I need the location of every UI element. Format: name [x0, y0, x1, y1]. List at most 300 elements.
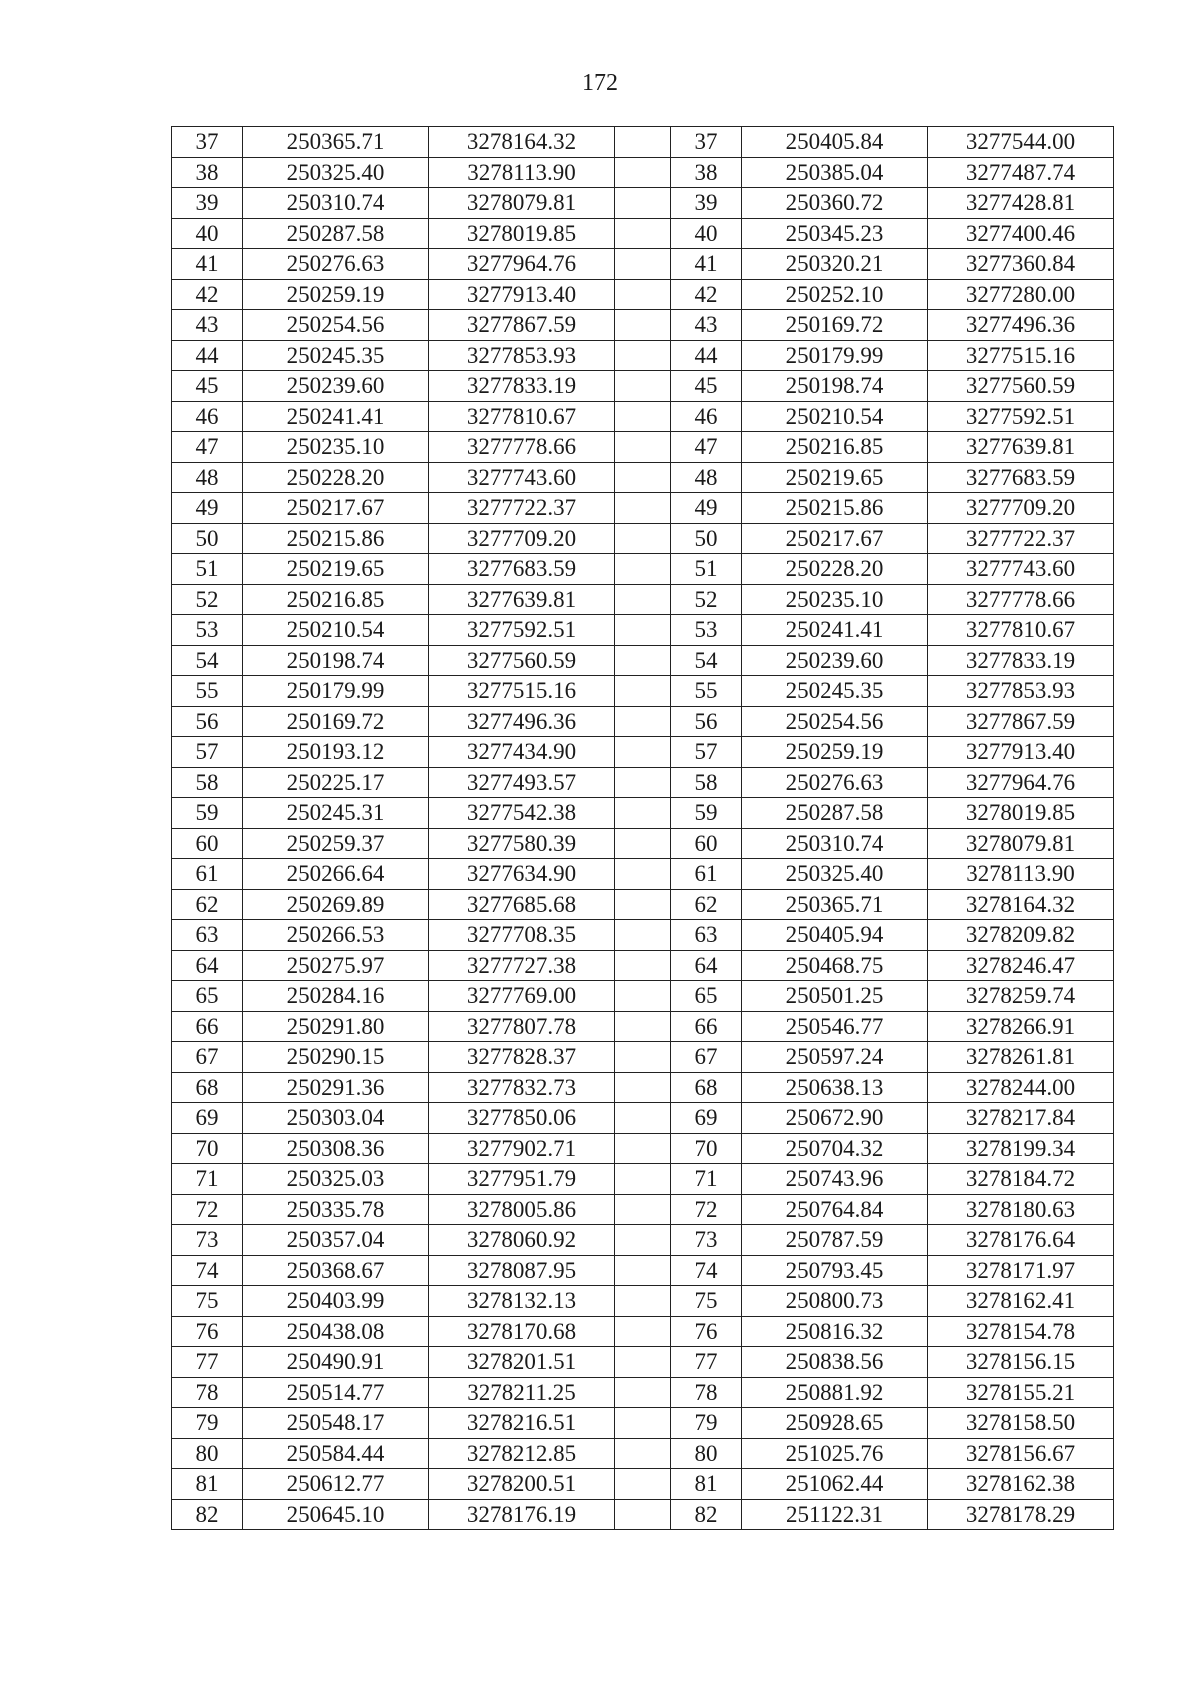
left-y-coordinate: 3277683.59	[429, 554, 615, 585]
left-y-coordinate: 3278164.32	[429, 127, 615, 158]
right-y-coordinate: 3277722.37	[928, 523, 1114, 554]
right-point-number: 75	[671, 1286, 742, 1317]
right-point-number: 48	[671, 462, 742, 493]
column-gap	[615, 706, 671, 737]
left-x-coordinate: 250612.77	[243, 1469, 429, 1500]
right-x-coordinate: 251122.31	[742, 1499, 928, 1530]
right-y-coordinate: 3278019.85	[928, 798, 1114, 829]
right-y-coordinate: 3277709.20	[928, 493, 1114, 524]
left-y-coordinate: 3277722.37	[429, 493, 615, 524]
column-gap	[615, 920, 671, 951]
column-gap	[615, 310, 671, 341]
column-gap	[615, 1072, 671, 1103]
right-x-coordinate: 250638.13	[742, 1072, 928, 1103]
left-x-coordinate: 250254.56	[243, 310, 429, 341]
column-gap	[615, 1042, 671, 1073]
right-x-coordinate: 250198.74	[742, 371, 928, 402]
right-x-coordinate: 250787.59	[742, 1225, 928, 1256]
right-y-coordinate: 3278261.81	[928, 1042, 1114, 1073]
left-x-coordinate: 250291.80	[243, 1011, 429, 1042]
left-y-coordinate: 3277964.76	[429, 249, 615, 280]
left-y-coordinate: 3277810.67	[429, 401, 615, 432]
table-row	[172, 1194, 1114, 1225]
left-x-coordinate: 250368.67	[243, 1255, 429, 1286]
left-x-coordinate: 250216.85	[243, 584, 429, 615]
left-y-coordinate: 3278201.51	[429, 1347, 615, 1378]
left-point-number: 67	[172, 1042, 243, 1073]
left-x-coordinate: 250308.36	[243, 1133, 429, 1164]
left-y-coordinate: 3277853.93	[429, 340, 615, 371]
right-x-coordinate: 250704.32	[742, 1133, 928, 1164]
right-x-coordinate: 250252.10	[742, 279, 928, 310]
right-x-coordinate: 250219.65	[742, 462, 928, 493]
left-y-coordinate: 3277769.00	[429, 981, 615, 1012]
table-row	[172, 737, 1114, 768]
right-x-coordinate: 250360.72	[742, 188, 928, 219]
table-row	[172, 218, 1114, 249]
left-x-coordinate: 250269.89	[243, 889, 429, 920]
table-row	[172, 249, 1114, 280]
left-y-coordinate: 3278132.13	[429, 1286, 615, 1317]
left-x-coordinate: 250514.77	[243, 1377, 429, 1408]
right-point-number: 72	[671, 1194, 742, 1225]
right-y-coordinate: 3277867.59	[928, 706, 1114, 737]
right-x-coordinate: 250468.75	[742, 950, 928, 981]
right-x-coordinate: 250210.54	[742, 401, 928, 432]
column-gap	[615, 828, 671, 859]
left-y-coordinate: 3277685.68	[429, 889, 615, 920]
left-y-coordinate: 3277743.60	[429, 462, 615, 493]
right-point-number: 53	[671, 615, 742, 646]
left-y-coordinate: 3277515.16	[429, 676, 615, 707]
left-point-number: 70	[172, 1133, 243, 1164]
left-point-number: 41	[172, 249, 243, 280]
right-y-coordinate: 3277544.00	[928, 127, 1114, 158]
table-row	[172, 1042, 1114, 1073]
right-x-coordinate: 250239.60	[742, 645, 928, 676]
left-x-coordinate: 250275.97	[243, 950, 429, 981]
table-row	[172, 1438, 1114, 1469]
left-x-coordinate: 250217.67	[243, 493, 429, 524]
left-x-coordinate: 250198.74	[243, 645, 429, 676]
left-x-coordinate: 250403.99	[243, 1286, 429, 1317]
left-point-number: 71	[172, 1164, 243, 1195]
table-row	[172, 127, 1114, 158]
right-y-coordinate: 3278164.32	[928, 889, 1114, 920]
left-y-coordinate: 3278212.85	[429, 1438, 615, 1469]
left-point-number: 46	[172, 401, 243, 432]
right-y-coordinate: 3277360.84	[928, 249, 1114, 280]
right-point-number: 57	[671, 737, 742, 768]
right-x-coordinate: 250179.99	[742, 340, 928, 371]
right-x-coordinate: 250228.20	[742, 554, 928, 585]
left-point-number: 54	[172, 645, 243, 676]
coordinate-table	[171, 126, 1114, 1530]
right-x-coordinate: 250259.19	[742, 737, 928, 768]
table-row	[172, 1347, 1114, 1378]
right-point-number: 74	[671, 1255, 742, 1286]
left-y-coordinate: 3278176.19	[429, 1499, 615, 1530]
left-x-coordinate: 250325.40	[243, 157, 429, 188]
right-point-number: 38	[671, 157, 742, 188]
left-y-coordinate: 3277902.71	[429, 1133, 615, 1164]
column-gap	[615, 127, 671, 158]
left-x-coordinate: 250245.31	[243, 798, 429, 829]
left-y-coordinate: 3277708.35	[429, 920, 615, 951]
left-point-number: 51	[172, 554, 243, 585]
table-row	[172, 493, 1114, 524]
table-row	[172, 340, 1114, 371]
column-gap	[615, 1469, 671, 1500]
right-point-number: 37	[671, 127, 742, 158]
right-y-coordinate: 3278244.00	[928, 1072, 1114, 1103]
right-x-coordinate: 250216.85	[742, 432, 928, 463]
left-x-coordinate: 250325.03	[243, 1164, 429, 1195]
right-point-number: 63	[671, 920, 742, 951]
right-point-number: 80	[671, 1438, 742, 1469]
column-gap	[615, 1011, 671, 1042]
left-x-coordinate: 250276.63	[243, 249, 429, 280]
left-x-coordinate: 250284.16	[243, 981, 429, 1012]
right-point-number: 79	[671, 1408, 742, 1439]
column-gap	[615, 981, 671, 1012]
left-y-coordinate: 3277639.81	[429, 584, 615, 615]
left-y-coordinate: 3277560.59	[429, 645, 615, 676]
column-gap	[615, 1133, 671, 1164]
right-point-number: 42	[671, 279, 742, 310]
left-point-number: 40	[172, 218, 243, 249]
left-y-coordinate: 3278211.25	[429, 1377, 615, 1408]
left-y-coordinate: 3277778.66	[429, 432, 615, 463]
right-x-coordinate: 250881.92	[742, 1377, 928, 1408]
right-point-number: 66	[671, 1011, 742, 1042]
left-y-coordinate: 3278216.51	[429, 1408, 615, 1439]
right-y-coordinate: 3277280.00	[928, 279, 1114, 310]
right-x-coordinate: 250672.90	[742, 1103, 928, 1134]
left-x-coordinate: 250210.54	[243, 615, 429, 646]
table-row	[172, 1133, 1114, 1164]
right-point-number: 70	[671, 1133, 742, 1164]
right-x-coordinate: 250365.71	[742, 889, 928, 920]
left-y-coordinate: 3278019.85	[429, 218, 615, 249]
right-y-coordinate: 3277400.46	[928, 218, 1114, 249]
table-row	[172, 676, 1114, 707]
left-point-number: 49	[172, 493, 243, 524]
right-point-number: 46	[671, 401, 742, 432]
column-gap	[615, 798, 671, 829]
right-point-number: 65	[671, 981, 742, 1012]
right-point-number: 67	[671, 1042, 742, 1073]
left-point-number: 82	[172, 1499, 243, 1530]
left-point-number: 80	[172, 1438, 243, 1469]
table-row	[172, 157, 1114, 188]
table-row	[172, 462, 1114, 493]
column-gap	[615, 615, 671, 646]
right-point-number: 54	[671, 645, 742, 676]
right-point-number: 50	[671, 523, 742, 554]
right-point-number: 71	[671, 1164, 742, 1195]
right-y-coordinate: 3277592.51	[928, 401, 1114, 432]
table-row	[172, 889, 1114, 920]
left-point-number: 62	[172, 889, 243, 920]
column-gap	[615, 340, 671, 371]
left-point-number: 55	[172, 676, 243, 707]
left-x-coordinate: 250245.35	[243, 340, 429, 371]
right-y-coordinate: 3277913.40	[928, 737, 1114, 768]
table-row	[172, 401, 1114, 432]
left-point-number: 37	[172, 127, 243, 158]
left-y-coordinate: 3277580.39	[429, 828, 615, 859]
right-point-number: 55	[671, 676, 742, 707]
column-gap	[615, 1408, 671, 1439]
table-row	[172, 432, 1114, 463]
column-gap	[615, 493, 671, 524]
left-point-number: 61	[172, 859, 243, 890]
coordinate-table-body	[172, 127, 1114, 1530]
right-y-coordinate: 3278180.63	[928, 1194, 1114, 1225]
right-point-number: 49	[671, 493, 742, 524]
right-y-coordinate: 3277778.66	[928, 584, 1114, 615]
right-x-coordinate: 250385.04	[742, 157, 928, 188]
column-gap	[615, 157, 671, 188]
right-point-number: 40	[671, 218, 742, 249]
left-point-number: 47	[172, 432, 243, 463]
left-x-coordinate: 250291.36	[243, 1072, 429, 1103]
table-row	[172, 310, 1114, 341]
right-x-coordinate: 250405.84	[742, 127, 928, 158]
left-point-number: 72	[172, 1194, 243, 1225]
table-row	[172, 1499, 1114, 1530]
left-x-coordinate: 250215.86	[243, 523, 429, 554]
right-y-coordinate: 3278184.72	[928, 1164, 1114, 1195]
column-gap	[615, 676, 671, 707]
right-y-coordinate: 3278199.34	[928, 1133, 1114, 1164]
column-gap	[615, 218, 671, 249]
left-x-coordinate: 250357.04	[243, 1225, 429, 1256]
left-x-coordinate: 250239.60	[243, 371, 429, 402]
table-row	[172, 981, 1114, 1012]
table-row	[172, 1286, 1114, 1317]
right-y-coordinate: 3278162.41	[928, 1286, 1114, 1317]
right-y-coordinate: 3278259.74	[928, 981, 1114, 1012]
column-gap	[615, 584, 671, 615]
right-y-coordinate: 3278158.50	[928, 1408, 1114, 1439]
right-x-coordinate: 250800.73	[742, 1286, 928, 1317]
right-y-coordinate: 3277560.59	[928, 371, 1114, 402]
left-point-number: 68	[172, 1072, 243, 1103]
table-row	[172, 859, 1114, 890]
left-point-number: 63	[172, 920, 243, 951]
left-y-coordinate: 3278200.51	[429, 1469, 615, 1500]
table-row	[172, 188, 1114, 219]
left-point-number: 59	[172, 798, 243, 829]
column-gap	[615, 432, 671, 463]
left-y-coordinate: 3277493.57	[429, 767, 615, 798]
right-x-coordinate: 250235.10	[742, 584, 928, 615]
left-y-coordinate: 3277828.37	[429, 1042, 615, 1073]
table-row	[172, 950, 1114, 981]
left-y-coordinate: 3278005.86	[429, 1194, 615, 1225]
page-number: 172	[582, 70, 618, 96]
left-y-coordinate: 3277727.38	[429, 950, 615, 981]
table-row	[172, 523, 1114, 554]
right-y-coordinate: 3277853.93	[928, 676, 1114, 707]
right-x-coordinate: 250546.77	[742, 1011, 928, 1042]
left-y-coordinate: 3277913.40	[429, 279, 615, 310]
table-row	[172, 767, 1114, 798]
right-y-coordinate: 3278217.84	[928, 1103, 1114, 1134]
column-gap	[615, 401, 671, 432]
right-y-coordinate: 3277743.60	[928, 554, 1114, 585]
column-gap	[615, 188, 671, 219]
column-gap	[615, 249, 671, 280]
right-y-coordinate: 3277496.36	[928, 310, 1114, 341]
column-gap	[615, 1316, 671, 1347]
left-x-coordinate: 250310.74	[243, 188, 429, 219]
right-y-coordinate: 3278156.15	[928, 1347, 1114, 1378]
column-gap	[615, 767, 671, 798]
right-y-coordinate: 3277964.76	[928, 767, 1114, 798]
left-x-coordinate: 250241.41	[243, 401, 429, 432]
right-point-number: 41	[671, 249, 742, 280]
left-point-number: 79	[172, 1408, 243, 1439]
column-gap	[615, 1499, 671, 1530]
left-x-coordinate: 250287.58	[243, 218, 429, 249]
table-row	[172, 279, 1114, 310]
table-row	[172, 706, 1114, 737]
right-y-coordinate: 3277487.74	[928, 157, 1114, 188]
left-x-coordinate: 250179.99	[243, 676, 429, 707]
left-point-number: 76	[172, 1316, 243, 1347]
right-x-coordinate: 250245.35	[742, 676, 928, 707]
column-gap	[615, 371, 671, 402]
right-y-coordinate: 3278178.29	[928, 1499, 1114, 1530]
left-y-coordinate: 3277496.36	[429, 706, 615, 737]
right-point-number: 45	[671, 371, 742, 402]
column-gap	[615, 1255, 671, 1286]
table-row	[172, 920, 1114, 951]
column-gap	[615, 1347, 671, 1378]
table-row	[172, 1255, 1114, 1286]
left-x-coordinate: 250290.15	[243, 1042, 429, 1073]
right-point-number: 39	[671, 188, 742, 219]
left-point-number: 57	[172, 737, 243, 768]
right-y-coordinate: 3277683.59	[928, 462, 1114, 493]
left-x-coordinate: 250548.17	[243, 1408, 429, 1439]
right-point-number: 81	[671, 1469, 742, 1500]
column-gap	[615, 1164, 671, 1195]
left-point-number: 52	[172, 584, 243, 615]
right-point-number: 44	[671, 340, 742, 371]
table-row	[172, 615, 1114, 646]
column-gap	[615, 462, 671, 493]
right-y-coordinate: 3277515.16	[928, 340, 1114, 371]
left-y-coordinate: 3277951.79	[429, 1164, 615, 1195]
left-point-number: 48	[172, 462, 243, 493]
right-x-coordinate: 250345.23	[742, 218, 928, 249]
left-y-coordinate: 3277634.90	[429, 859, 615, 890]
right-point-number: 68	[671, 1072, 742, 1103]
right-y-coordinate: 3278162.38	[928, 1469, 1114, 1500]
column-gap	[615, 645, 671, 676]
right-x-coordinate: 250743.96	[742, 1164, 928, 1195]
column-gap	[615, 1225, 671, 1256]
left-x-coordinate: 250335.78	[243, 1194, 429, 1225]
table-row	[172, 584, 1114, 615]
right-y-coordinate: 3278154.78	[928, 1316, 1114, 1347]
right-point-number: 61	[671, 859, 742, 890]
column-gap	[615, 554, 671, 585]
left-y-coordinate: 3278113.90	[429, 157, 615, 188]
left-y-coordinate: 3277832.73	[429, 1072, 615, 1103]
right-x-coordinate: 250405.94	[742, 920, 928, 951]
column-gap	[615, 279, 671, 310]
column-gap	[615, 1438, 671, 1469]
right-point-number: 60	[671, 828, 742, 859]
right-x-coordinate: 251025.76	[742, 1438, 928, 1469]
left-x-coordinate: 250490.91	[243, 1347, 429, 1378]
right-x-coordinate: 250287.58	[742, 798, 928, 829]
left-y-coordinate: 3277592.51	[429, 615, 615, 646]
left-x-coordinate: 250259.19	[243, 279, 429, 310]
right-point-number: 78	[671, 1377, 742, 1408]
right-point-number: 69	[671, 1103, 742, 1134]
right-x-coordinate: 250254.56	[742, 706, 928, 737]
left-x-coordinate: 250259.37	[243, 828, 429, 859]
right-x-coordinate: 250215.86	[742, 493, 928, 524]
right-y-coordinate: 3278209.82	[928, 920, 1114, 951]
right-x-coordinate: 250310.74	[742, 828, 928, 859]
left-x-coordinate: 250584.44	[243, 1438, 429, 1469]
right-y-coordinate: 3277428.81	[928, 188, 1114, 219]
column-gap	[615, 950, 671, 981]
left-x-coordinate: 250303.04	[243, 1103, 429, 1134]
right-y-coordinate: 3278155.21	[928, 1377, 1114, 1408]
left-point-number: 39	[172, 188, 243, 219]
left-y-coordinate: 3277833.19	[429, 371, 615, 402]
left-point-number: 42	[172, 279, 243, 310]
right-x-coordinate: 250169.72	[742, 310, 928, 341]
right-point-number: 47	[671, 432, 742, 463]
right-y-coordinate: 3278156.67	[928, 1438, 1114, 1469]
column-gap	[615, 737, 671, 768]
left-y-coordinate: 3277807.78	[429, 1011, 615, 1042]
table-row	[172, 554, 1114, 585]
table-row	[172, 371, 1114, 402]
column-gap	[615, 889, 671, 920]
left-point-number: 78	[172, 1377, 243, 1408]
left-point-number: 69	[172, 1103, 243, 1134]
column-gap	[615, 523, 671, 554]
table-row	[172, 1011, 1114, 1042]
left-y-coordinate: 3277867.59	[429, 310, 615, 341]
left-y-coordinate: 3277850.06	[429, 1103, 615, 1134]
left-x-coordinate: 250219.65	[243, 554, 429, 585]
column-gap	[615, 859, 671, 890]
left-point-number: 64	[172, 950, 243, 981]
table-row	[172, 798, 1114, 829]
right-y-coordinate: 3278176.64	[928, 1225, 1114, 1256]
table-row	[172, 1377, 1114, 1408]
left-x-coordinate: 250438.08	[243, 1316, 429, 1347]
right-point-number: 56	[671, 706, 742, 737]
left-point-number: 45	[172, 371, 243, 402]
right-point-number: 62	[671, 889, 742, 920]
column-gap	[615, 1103, 671, 1134]
table-row	[172, 1164, 1114, 1195]
left-point-number: 66	[172, 1011, 243, 1042]
right-x-coordinate: 250793.45	[742, 1255, 928, 1286]
